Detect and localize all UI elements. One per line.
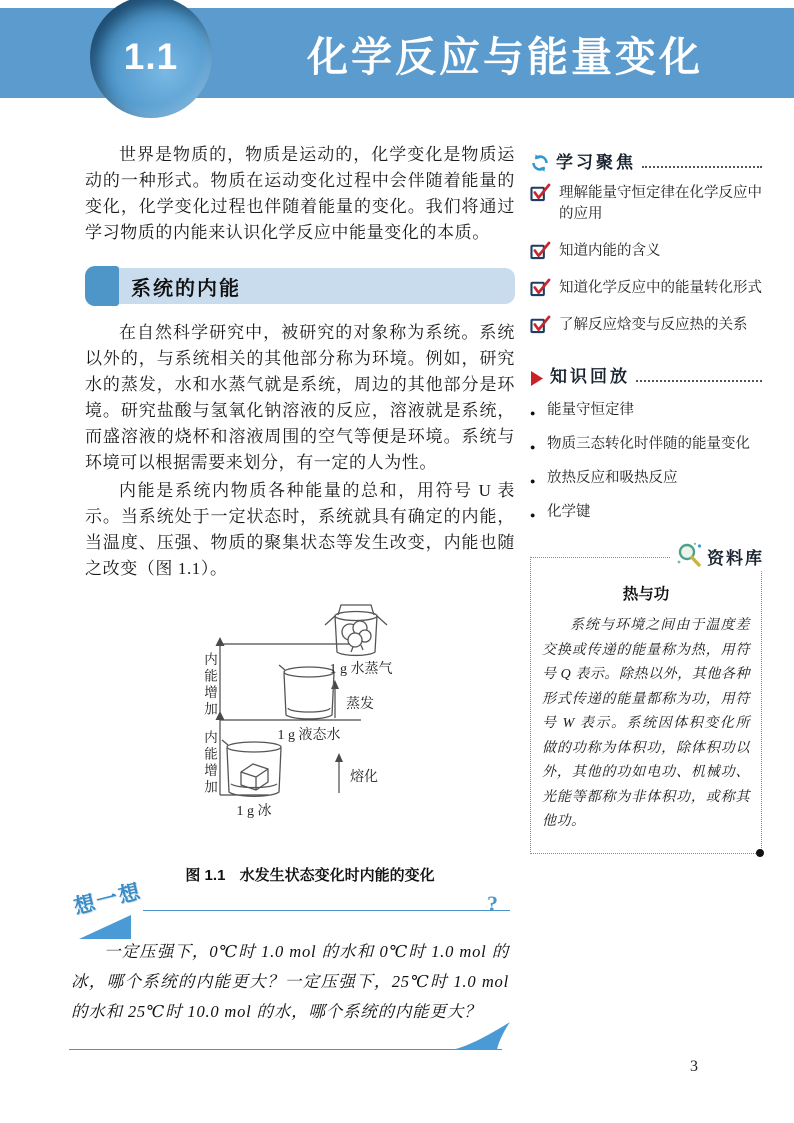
section-heading-label: 系统的内能 bbox=[131, 277, 241, 300]
learning-focus-title: 学习聚焦 bbox=[556, 153, 636, 172]
energy-increase-label-lower: 内能增加 bbox=[202, 730, 217, 796]
checkbox-checked-icon bbox=[530, 315, 551, 334]
learning-focus-list bbox=[530, 183, 762, 336]
question-mark-icon: ? bbox=[487, 891, 498, 916]
section-number: 1.1 bbox=[123, 36, 179, 77]
list-item: ● 能量守恒定律 bbox=[530, 400, 762, 421]
cycle-arrows-icon bbox=[530, 153, 550, 173]
play-icon bbox=[530, 370, 544, 387]
library-card bbox=[530, 548, 764, 854]
list-item: 理解能量守恒定律在化学反应中的应用 bbox=[530, 183, 762, 225]
sidebar bbox=[530, 148, 762, 854]
figure-caption-label: 图 1.1 bbox=[185, 867, 226, 884]
library-header bbox=[670, 542, 764, 570]
dotted-leader bbox=[642, 166, 762, 168]
corner-dot bbox=[756, 849, 764, 857]
figure-caption-text: 水发生状态变化时内能的变化 bbox=[239, 867, 435, 884]
paragraph-system: 在自然科学研究中，被研究的对象称为系统。系统以外的，与系统相关的其他部分称为环境。例如，研究水的蒸发，水和水蒸气就是系统，周边的其他部分是环境。研究盐酸与氢氧化钠溶液的反应，溶液就是系统，而盛溶液的烧杯和溶液周围的空气等便是环境。系统与环境可以根据需要来划分，有一定的人为性。 bbox=[85, 323, 515, 472]
vapor-label: 1 g 水蒸气 bbox=[329, 662, 393, 677]
list-item: ● 物质三态转化时伴随的能量变化 bbox=[530, 434, 762, 455]
checkbox-checked-icon bbox=[530, 278, 551, 297]
water-beaker-icon bbox=[279, 665, 334, 719]
list-item: ● 放热反应和吸热反应 bbox=[530, 468, 762, 489]
main-column bbox=[85, 142, 515, 885]
list-item: 知道内能的含义 bbox=[530, 241, 762, 262]
checkbox-checked-icon bbox=[530, 241, 551, 260]
think-title: 想一想 bbox=[71, 879, 145, 919]
list-item: ● 化学键 bbox=[530, 502, 762, 523]
intro-paragraph: 世界是物质的，物质是运动的，化学变化是物质运动的一种形式。物质在运动变化过程中会伴随着能量的变化，化学变化过程也伴随着能量的变化。我们将通过学习物质的内能来认识化学反应中能量变化的本质。 bbox=[85, 145, 515, 242]
magnifier-icon bbox=[675, 542, 705, 570]
list-item: 知道化学反应中的能量转化形式 bbox=[530, 278, 762, 299]
learning-focus-header bbox=[530, 148, 762, 173]
checkbox-checked-icon bbox=[530, 183, 551, 202]
list-item: 了解反应焓变与反应热的关系 bbox=[530, 315, 762, 336]
liquid-label: 1 g 液态水 bbox=[277, 728, 341, 743]
knowledge-replay-list bbox=[530, 400, 762, 523]
ice-beaker-icon bbox=[222, 740, 281, 796]
ice-label: 1 g 冰 bbox=[236, 804, 272, 819]
think-section bbox=[65, 879, 510, 1050]
think-logo bbox=[71, 879, 211, 937]
melting-label: 熔化 bbox=[350, 770, 378, 785]
paragraph-internal-energy: 内能是系统内物质各种能量的总和，用符号 U 表示。当系统处于一定状态时，系统就具有确定的内能，当温度、压强、物质的聚集状态等发生改变，内能也随之改变（图 1.1）。 bbox=[85, 481, 515, 578]
library-card-title: 热与功 bbox=[622, 586, 670, 603]
knowledge-replay-header bbox=[530, 362, 762, 387]
section-heading bbox=[85, 268, 515, 304]
figure-1-1 bbox=[85, 598, 515, 885]
page-number: 3 bbox=[690, 1058, 698, 1075]
energy-increase-label-upper: 内能增加 bbox=[202, 652, 217, 718]
evaporation-label: 蒸发 bbox=[346, 697, 374, 712]
heading-accent-tab bbox=[85, 266, 119, 306]
vapor-container-icon bbox=[325, 605, 387, 655]
think-bottom-rule bbox=[69, 1049, 502, 1050]
think-question: 一定压强下，0℃时 1.0 mol 的水和 0℃时 1.0 mol 的冰，哪个系统的内能更大？一定压强下，25℃时 1.0 mol 的水和 25℃时 10.0 mol 的水，哪个系统的内能更大？ bbox=[71, 942, 509, 1021]
swoosh-arrow-icon bbox=[450, 1020, 512, 1052]
page-title: 化学反应与能量变化 bbox=[307, 33, 703, 80]
knowledge-replay-title: 知识回放 bbox=[550, 367, 630, 386]
section-number-badge bbox=[90, 0, 212, 118]
dotted-leader bbox=[636, 380, 762, 382]
library-title: 资料库 bbox=[707, 548, 764, 568]
library-card-body: 系统与环境之间由于温度差交换或传递的能量称为热，用符号 Q 表示。除热以外，其他各种形式传递的能量都称为功，用符号 W 表示。系统因体积变化所做的功称为体积功，除体积功以外，其他的功如电功、机械功、光能等都称为非体积功，或称其他功。 bbox=[542, 618, 750, 829]
state-change-diagram bbox=[103, 598, 503, 856]
figure-caption bbox=[105, 864, 515, 885]
